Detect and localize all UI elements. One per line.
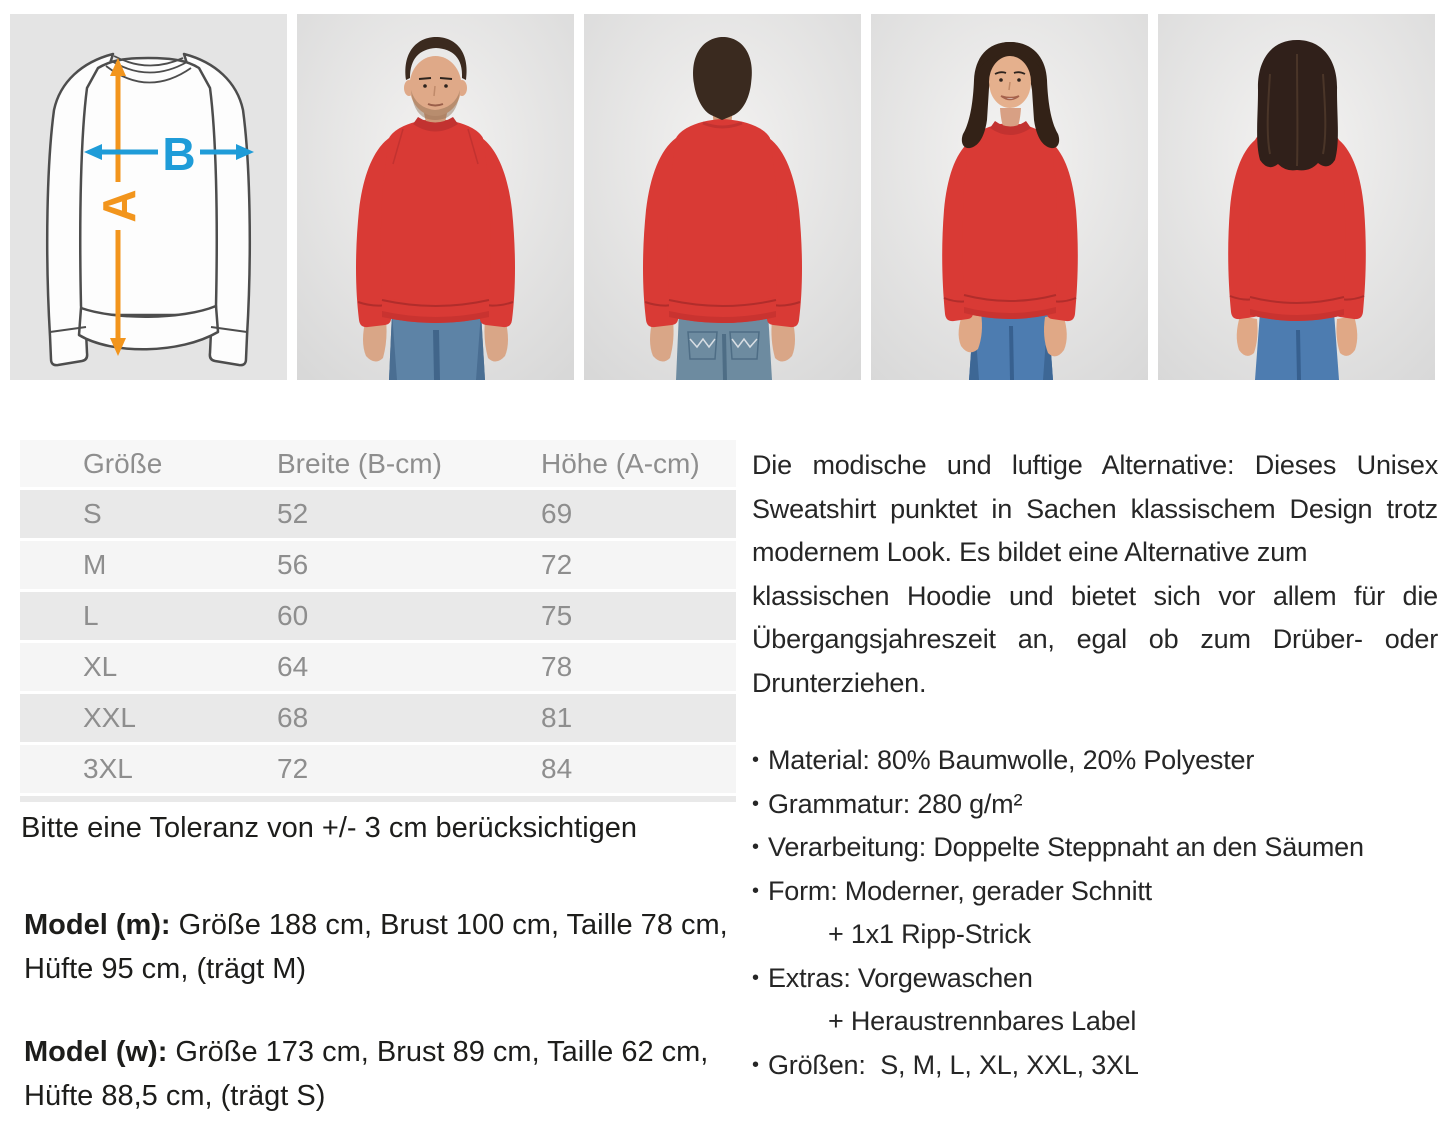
- feature-item: • Extras: Vorgewaschen + Heraustrennbares Label: [752, 957, 1444, 1044]
- cell-height: 78: [541, 651, 573, 682]
- cell-height: 69: [541, 498, 573, 529]
- size-diagram: [10, 14, 287, 380]
- cell-width: 72: [277, 753, 309, 784]
- cell-width: 64: [277, 651, 309, 682]
- tolerance-note: Bitte eine Toleranz von +/- 3 cm berücksichtigen: [21, 812, 638, 844]
- table-row: [20, 745, 736, 793]
- photo-male-back: [584, 14, 861, 380]
- model-info-male: [24, 903, 730, 991]
- col-header-height: Höhe (A-cm): [541, 447, 700, 479]
- table-row: [20, 490, 736, 538]
- size-table-header-row: [20, 440, 736, 487]
- bullet-icon: •: [752, 879, 759, 902]
- male-back-illustration: [584, 14, 861, 380]
- cell-size: XL: [83, 651, 118, 682]
- description-line: Drunterziehen.: [752, 667, 927, 698]
- model-info-male-label: Model (m):: [24, 909, 171, 941]
- table-row: [20, 643, 736, 691]
- product-description: [752, 444, 1438, 705]
- table-row: [20, 694, 736, 742]
- cell-width: 56: [277, 549, 309, 580]
- sweatshirt: [643, 119, 802, 327]
- cell-size: L: [83, 600, 99, 631]
- model-info-female: [24, 1030, 730, 1118]
- model-info-female-text: Größe 173 cm, Brust 89 cm, Taille 62 cm, Hüfte 88,5 cm, (trägt S): [24, 1036, 709, 1112]
- feature-item: • Material: 80% Baumwolle, 20% Polyester: [752, 739, 1444, 783]
- cell-size: XXL: [83, 702, 136, 733]
- dimension-label-b: B: [162, 128, 196, 180]
- feature-item-subline: + 1x1 Ripp-Strick: [828, 919, 1031, 949]
- cell-height: 84: [541, 753, 573, 784]
- bullet-icon: •: [752, 836, 759, 858]
- table-bottom-strip: [20, 796, 736, 802]
- size-table: [20, 440, 736, 802]
- feature-item: • Größen: S, M, L, XL, XXL, 3XL: [752, 1044, 1444, 1088]
- description-line: Sweatshirt punktet in Sachen klassischem Design trotz: [752, 493, 1438, 524]
- cell-size: S: [83, 498, 102, 529]
- cell-height: 75: [541, 600, 573, 631]
- photo-female-back: [1158, 14, 1435, 380]
- feature-item: • Verarbeitung: Doppelte Steppnaht an den Säumen: [752, 826, 1444, 870]
- col-header-size: Größe: [83, 447, 163, 479]
- cell-width: 68: [277, 702, 309, 733]
- sweatshirt: [942, 123, 1078, 321]
- sweatshirt-outline-drawing: [47, 54, 250, 365]
- cell-width: 52: [277, 498, 309, 529]
- cell-height: 81: [541, 702, 573, 733]
- photo-female-front: [871, 14, 1148, 380]
- product-image-strip: [10, 14, 1435, 380]
- male-front-illustration: [297, 14, 574, 380]
- table-row: [20, 541, 736, 589]
- bullet-icon: •: [752, 1053, 759, 1076]
- feature-list: [752, 739, 1444, 1087]
- model-info-female-label: Model (w):: [24, 1036, 168, 1068]
- model-info-male-text: Größe 188 cm, Brust 100 cm, Taille 78 cm, Hüfte 95 cm, (trägt M): [24, 909, 728, 985]
- description-line: Die modische und luftige Alternative: Dieses Unisex: [752, 450, 1438, 480]
- dimension-label-a: A: [93, 189, 145, 223]
- female-front-illustration: [871, 14, 1148, 380]
- female-back-illustration: [1158, 14, 1435, 380]
- bullet-icon: •: [752, 749, 759, 771]
- feature-item: • Grammatur: 280 g/m²: [752, 783, 1444, 827]
- feature-item-subline: + Heraustrennbares Label: [828, 1006, 1137, 1036]
- cell-size: M: [83, 549, 107, 580]
- jeans: [1255, 312, 1339, 380]
- size-diagram-illustration: [10, 14, 287, 380]
- head-back: [1257, 40, 1338, 170]
- cell-width: 60: [277, 600, 309, 631]
- sweatshirt: [356, 119, 515, 327]
- description-line: klassischen Hoodie und bietet sich vor allem für die: [752, 580, 1438, 611]
- feature-item: • Form: Moderner, gerader Schnitt + 1x1 Ripp-Strick: [752, 870, 1444, 957]
- bullet-icon: •: [752, 792, 759, 815]
- bullet-icon: •: [752, 966, 759, 989]
- description-line: Übergangsjahreszeit an, egal ob zum Drüber- oder: [752, 624, 1438, 654]
- cell-size: 3XL: [83, 753, 133, 784]
- description-line: modernem Look. Es bildet eine Alternative zum: [752, 537, 1308, 567]
- col-header-width: Breite (B-cm): [277, 447, 442, 479]
- table-row: [20, 592, 736, 640]
- photo-male-front: [297, 14, 574, 380]
- cell-height: 72: [541, 549, 573, 580]
